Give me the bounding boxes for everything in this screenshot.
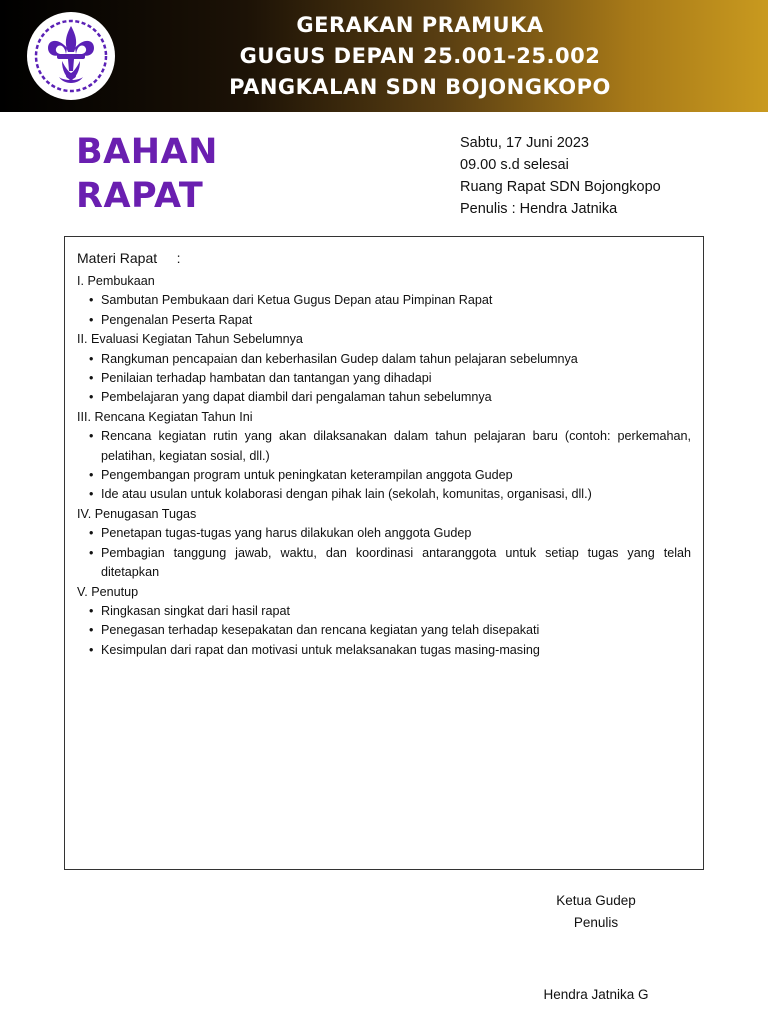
meeting-place: Ruang Rapat SDN Bojongkopo [460,179,661,195]
list-item-text: Pengembangan program untuk peningkatan keterampilan anggota Gudep [101,468,513,483]
list-item [89,602,691,621]
agenda-section [77,272,691,330]
section-items [77,427,691,505]
agenda-section [77,408,691,505]
meeting-date: Sabtu, 17 Juni 2023 [460,135,589,151]
bullet-icon: • [89,293,94,308]
list-item [89,369,691,388]
bullet-icon: • [89,487,94,502]
meeting-writer: Penulis : Hendra Jatnika [460,201,618,217]
list-item-text: Penilaian terhadap hambatan dan tantangan yang dihadapi [101,371,432,386]
section-title: IV. Penugasan Tugas [77,506,197,521]
list-item-text: Pembagian tanggung jawab, waktu, dan koordinasi antaranggota untuk setiap tugas yang telah ditetapkan [101,545,691,580]
list-item-text: Penegasan terhadap kesepakatan dan rencana kegiatan yang telah disepakati [101,623,540,638]
section-items [77,602,691,660]
agenda-section [77,583,691,661]
header-title [150,10,690,103]
bullet-icon: • [89,642,94,657]
list-item [89,544,691,583]
bullet-icon: • [89,545,94,560]
header-line-2: GUGUS DEPAN 25.001-25.002 [239,44,601,68]
agenda-box [64,236,704,870]
agenda-section [77,330,691,408]
bullet-icon: • [89,623,94,638]
bullet-icon: • [89,429,94,444]
title-line-1: BAHAN [76,132,218,172]
list-item-text: Pengenalan Peserta Rapat [101,312,253,327]
list-item-text: Sambutan Pembukaan dari Ketua Gugus Depan atau Pimpinan Rapat [101,293,493,308]
list-item [89,350,691,369]
title-line-2: RAPAT [76,176,204,216]
list-item [89,388,691,407]
section-items [77,524,691,582]
section-title: III. Rencana Kegiatan Tahun Ini [77,409,253,424]
scout-emblem-icon [26,11,116,101]
agenda-label: Materi Rapat : [77,250,181,266]
section-items [77,291,691,330]
header-line-1: GERAKAN PRAMUKA [296,13,544,37]
list-item-text: Rangkuman pencapaian dan keberhasilan Gudep dalam tahun pelajaran sebelumnya [101,351,578,366]
signature-role: Ketua Gudep [556,893,636,908]
list-item [89,311,691,330]
list-item-text: Ringkasan singkat dari hasil rapat [101,603,291,618]
signature-name: Hendra Jatnika G [543,987,649,1002]
signature-block [512,890,680,934]
bullet-icon: • [89,312,94,327]
list-item-text: Penetapan tugas-tugas yang harus dilakukan oleh anggota Gudep [101,526,472,541]
meeting-time: 09.00 s.d selesai [460,157,569,173]
list-item-text: Kesimpulan dari rapat dan motivasi untuk melaksanakan tugas masing-masing [101,642,540,657]
list-item [89,427,691,466]
bullet-icon: • [89,390,94,405]
list-item-text: Rencana kegiatan rutin yang akan dilaksanakan dalam tahun pelajaran baru (contoh: perkemahan, pelatihan, kegiatan sosial, dll.) [101,429,691,463]
list-item [89,485,691,504]
header-line-3: PANGKALAN SDN BOJONGKOPO [229,75,611,99]
section-items [77,350,691,408]
list-item [89,621,691,640]
list-item-text: Pembelajaran yang dapat diambil dari pengalaman tahun sebelumnya [101,390,492,405]
list-item [89,291,691,310]
list-item [89,641,691,660]
list-item [89,524,691,543]
document-title [76,130,218,218]
section-title: I. Pembukaan [77,274,155,288]
signature-label: Penulis [573,915,619,930]
bullet-icon: • [89,371,94,386]
list-item-text: Ide atau usulan untuk kolaborasi dengan pihak lain (sekolah, komunitas, organisasi, dll.) [101,487,592,502]
agenda-section [77,505,691,583]
bullet-icon: • [89,468,94,483]
header-banner [0,0,768,112]
list-item [89,466,691,485]
bullet-icon: • [89,603,94,618]
section-title: V. Penutup [77,584,139,599]
section-title: II. Evaluasi Kegiatan Tahun Sebelumnya [77,332,303,347]
bullet-icon: • [89,526,94,541]
meeting-info [460,132,661,220]
bullet-icon: • [89,351,94,366]
